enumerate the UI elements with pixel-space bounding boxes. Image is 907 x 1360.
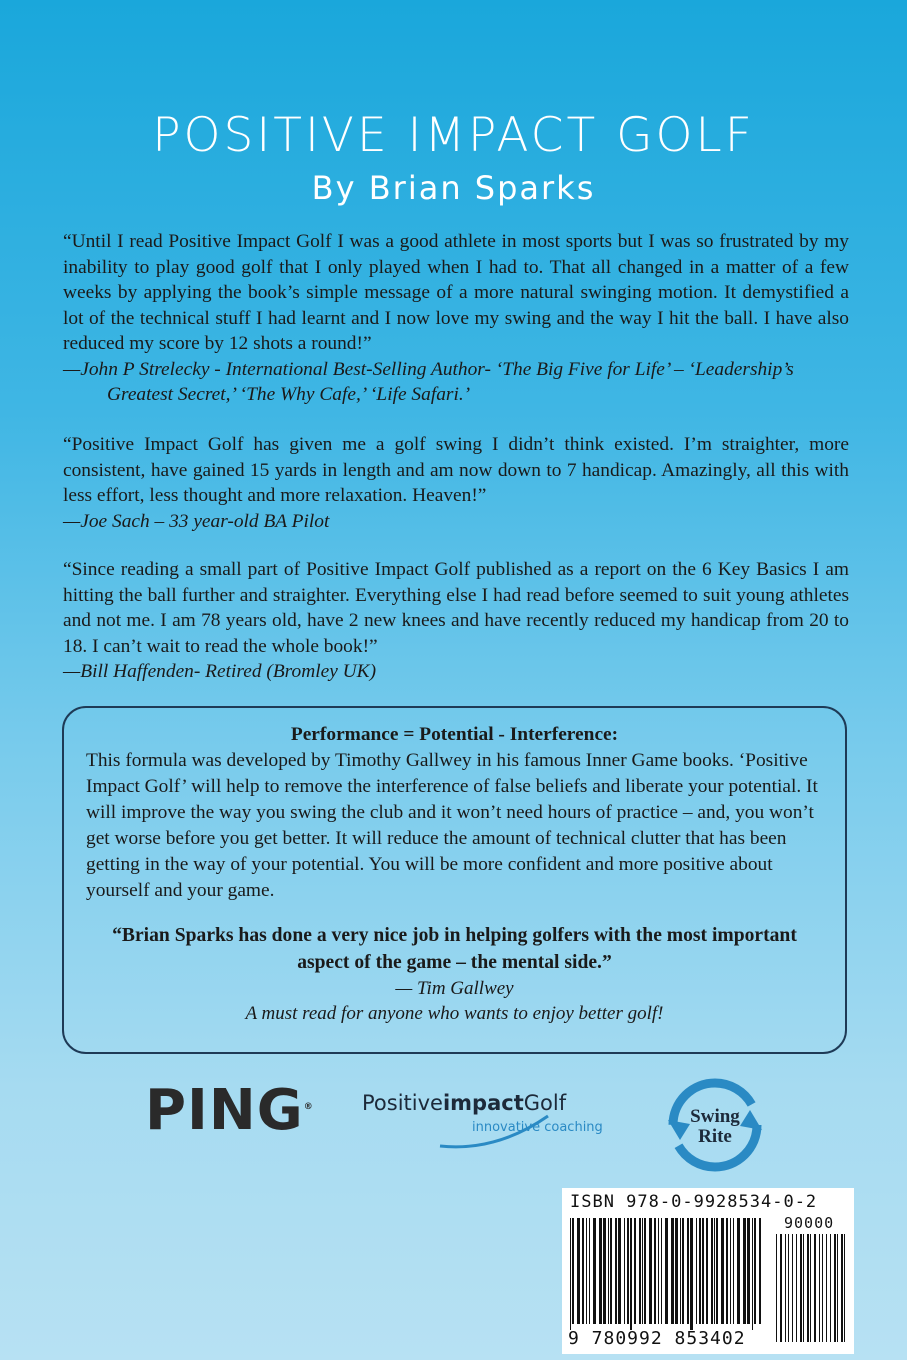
testimonial-text: “Since reading a small part of Positive Impact Golf published as a report on the 6 Key Basics I am hitting the ball further and straighter. Everything else I had read before seemed to suit young athletes and not me. I am 78 years old, have 2 new knees and have recently reduced my handicap from 20 to 18. I can’t wait to read the whole book!”: [63, 559, 849, 657]
formula-heading: Performance = Potential - Interference:: [290, 724, 619, 745]
barcode-bar: [593, 1218, 596, 1324]
barcode-bar: [570, 1218, 571, 1330]
barcode-bar: [671, 1218, 674, 1324]
barcode-bar: [726, 1218, 728, 1324]
testimonial-attribution: —Bill Haffenden- Retired (Bromley UK): [63, 661, 377, 682]
addon-bar: [841, 1234, 843, 1342]
addon-bar: [785, 1234, 786, 1342]
barcode-bar: [690, 1218, 693, 1330]
testimonial-attribution-cont: Greatest Secret,’ ‘The Why Cafe,’ ‘Life Safari.’: [107, 384, 471, 405]
addon-bar: [776, 1234, 777, 1342]
barcode-digits: 9 780992 853402: [568, 1328, 746, 1349]
addon-bar: [803, 1234, 804, 1342]
barcode-bar: [630, 1218, 632, 1330]
barcode-bar: [702, 1218, 704, 1324]
barcode-bar: [682, 1218, 684, 1324]
barcode-bar: [639, 1218, 641, 1324]
barcode-bar: [642, 1218, 643, 1324]
testimonial-text: “Positive Impact Golf has given me a golf swing I didn’t think existed. I’m straighter, more consistent, have gained 15 yards in length and am now down to 7 handicap. Amazingly, all this with less effort, less thought and more relaxation. Heaven!”: [63, 434, 849, 506]
barcode-bar: [743, 1218, 746, 1324]
isbn-barcode: [562, 1188, 854, 1354]
addon-bar: [819, 1234, 820, 1342]
barcode-bar: [687, 1218, 689, 1324]
addon-bar: [830, 1234, 831, 1342]
swing-rite-arrow-icon: [740, 1110, 762, 1130]
addon-bar: [780, 1234, 782, 1342]
barcode-bar: [577, 1218, 580, 1324]
barcode-bar: [675, 1218, 678, 1324]
gallwey-quote: “Brian Sparks has done a very nice job in helping golfers with the most important aspect of the game – the mental side.”: [112, 925, 797, 973]
barcode-bar: [572, 1218, 574, 1324]
testimonial-haffenden: [63, 557, 849, 685]
formula-body: This formula was developed by Timothy Gallwey in his famous Inner Game books. ‘Positive Impact Golf’ will help to remove the interference of false beliefs and liberate your potential. It will improve the way you swing the club and it won’t need hours of practice – and, you won’t get worse before you get better. It will reduce the amount of technical clutter that has been getting in the way of your potential. You will be more confident and more positive about yourself and your game.: [86, 750, 818, 901]
addon-bar: [800, 1234, 802, 1342]
addon-bar: [822, 1234, 823, 1342]
barcode-bar: [610, 1218, 612, 1324]
registered-mark: ®: [303, 1102, 314, 1112]
testimonial-text: “Until I read Positive Impact Golf I was a good athlete in most sports but I was so frustrated by my inability to play good golf that I only played when I had to. That all changed in a matter of a few weeks by applying the book’s simple message of a more natural swinging motion. It demystified a lot of the technical stuff I had learnt and I now love my swing and the way I hit the ball. I have also reduced my score by 12 shots a round!”: [63, 231, 849, 354]
logo-subtitle: innovative coaching: [472, 1120, 603, 1135]
barcode-bar: [644, 1218, 646, 1324]
ping-logo: [145, 1078, 325, 1143]
swing-rite-word-swing: Swing: [690, 1106, 740, 1127]
addon-bar: [814, 1234, 816, 1342]
gallwey-attribution: — Tim Gallwey: [395, 978, 514, 999]
swing-rite-word-rite: Rite: [698, 1126, 732, 1147]
testimonial-attribution: —John P Strelecky - International Best-Selling Author- ‘The Big Five for Life’ – ‘Leadership’s: [63, 358, 794, 380]
isbn-number: ISBN 978-0-9928534-0-2: [570, 1192, 818, 1212]
book-title: POSITIVE IMPACT GOLF: [152, 108, 755, 163]
swing-rite-logo: [660, 1070, 770, 1180]
addon-bar: [844, 1234, 845, 1342]
ping-wordmark: PING: [145, 1078, 304, 1143]
barcode-bar: [747, 1218, 750, 1324]
barcode-bar: [714, 1218, 715, 1324]
barcode-bar: [654, 1218, 656, 1324]
barcode-bar: [680, 1218, 681, 1324]
barcode-bar: [665, 1218, 668, 1324]
book-author: By Brian Sparks: [311, 169, 596, 207]
barcode-bar: [627, 1218, 629, 1324]
addon-bar: [826, 1234, 827, 1342]
barcode-bar: [737, 1218, 740, 1324]
barcode-bar: [624, 1218, 625, 1324]
addon-bar: [837, 1234, 838, 1342]
barcode-bar: [759, 1218, 761, 1324]
barcode-bar: [696, 1218, 697, 1324]
barcode-bar: [589, 1218, 590, 1324]
barcode-bar: [599, 1218, 602, 1324]
logo-word-golf: Golf: [523, 1091, 567, 1115]
barcode-bar: [711, 1218, 713, 1324]
addon-bar: [834, 1234, 836, 1342]
barcode-bar: [658, 1218, 659, 1324]
barcode-bar: [649, 1218, 652, 1324]
barcode-bar: [733, 1218, 734, 1324]
barcode-bar: [754, 1218, 756, 1324]
testimonial-strelecky: [63, 229, 849, 408]
addon-bar: [796, 1234, 797, 1342]
testimonial-sach: [63, 432, 849, 534]
price-code: 90000: [784, 1214, 835, 1232]
barcode-bar: [706, 1218, 708, 1324]
swing-rite-arrow-icon: [668, 1120, 690, 1140]
barcode-bar: [615, 1218, 617, 1324]
tagline: A must read for anyone who wants to enjoy better golf!: [245, 1003, 664, 1024]
barcode-bar: [608, 1218, 609, 1324]
barcode-bar: [603, 1218, 606, 1324]
barcode-bar: [618, 1218, 621, 1324]
barcode-bar: [699, 1218, 701, 1324]
addon-bar: [792, 1234, 793, 1342]
addon-bar: [810, 1234, 811, 1342]
logo-word-positive: Positive: [362, 1091, 443, 1115]
barcode-bar: [634, 1218, 636, 1324]
barcode-bar: [582, 1218, 584, 1324]
barcode-bar: [716, 1218, 718, 1324]
barcode-bar: [752, 1218, 753, 1330]
barcode-bar: [730, 1218, 731, 1324]
barcode-bar: [661, 1218, 662, 1324]
testimonial-attribution: —Joe Sach – 33 year-old BA Pilot: [63, 510, 330, 532]
barcode-bar: [586, 1218, 587, 1324]
positive-impact-golf-logo: [362, 1090, 622, 1160]
formula-box: [62, 706, 847, 1054]
addon-bar: [788, 1234, 789, 1342]
addon-bar: [807, 1234, 809, 1342]
barcode-bar: [721, 1218, 724, 1324]
logo-word-impact: impact: [442, 1091, 524, 1115]
